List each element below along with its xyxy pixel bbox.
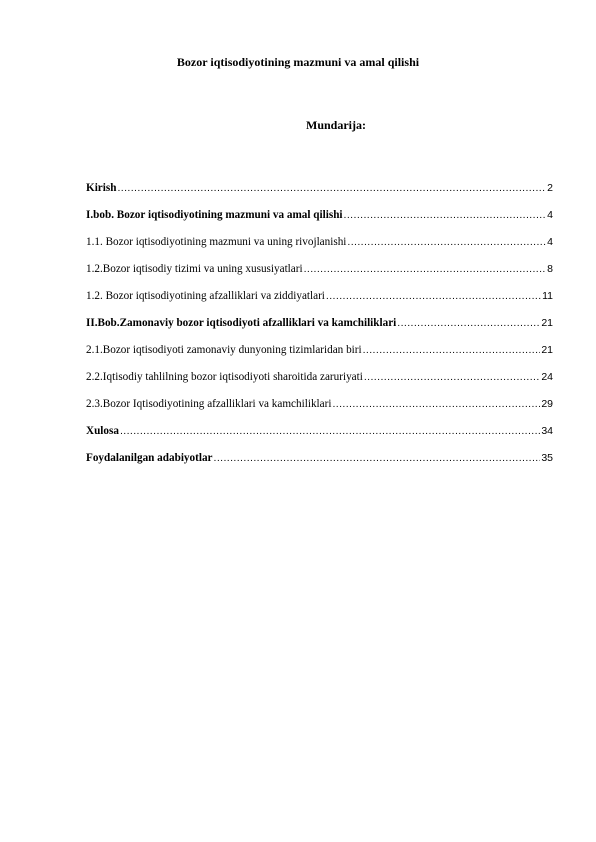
toc-entry-page: 21: [541, 317, 553, 329]
toc-dot-leader: [397, 316, 540, 330]
toc-entry[interactable]: [86, 397, 553, 424]
toc-entry[interactable]: [86, 289, 553, 316]
toc-entry-page: 2: [547, 182, 553, 194]
toc-entry-page: 35: [541, 452, 553, 464]
toc-entry-page: 4: [547, 236, 553, 248]
toc-entry-label: 2.2.Iqtisodiy tahlilning bozor iqtisodiyoti sharoitida zaruriyati: [86, 371, 363, 383]
toc-entry[interactable]: [86, 343, 553, 370]
toc-entry-label: Foydalanilgan adabiyotlar: [86, 452, 213, 464]
toc-dot-leader: [332, 397, 540, 411]
toc-entry-page: 24: [541, 371, 553, 383]
toc-entry-label: Kirish: [86, 182, 117, 194]
toc-entry[interactable]: [86, 370, 553, 397]
toc-dot-leader: [364, 370, 540, 384]
toc-entry-page: 21: [541, 344, 553, 356]
toc-dot-leader: [344, 208, 547, 222]
toc-entry-label: 1.2.Bozor iqtisodiy tizimi va uning xususiyatlari: [86, 263, 303, 275]
toc-entry-label: 1.2. Bozor iqtisodiyotining afzalliklari va ziddiyatlari: [86, 290, 325, 302]
toc-entry-page: 11: [542, 290, 553, 302]
toc-entry[interactable]: [86, 316, 553, 343]
document-title: Bozor iqtisodiyotining mazmuni va amal qilishi: [176, 55, 420, 69]
toc-dot-leader: [120, 424, 540, 438]
toc-entry-label: 2.1.Bozor iqtisodiyoti zamonaviy dunyoning tizimlaridan biri: [86, 344, 362, 356]
toc-entry-page: 4: [547, 209, 553, 221]
toc-dot-leader: [304, 262, 547, 276]
toc-dot-leader: [214, 451, 541, 465]
toc-dot-leader: [326, 289, 541, 303]
toc-entry-page: 8: [547, 263, 553, 275]
table-of-contents: [86, 181, 553, 478]
toc-entry-label: 2.3.Bozor Iqtisodiyotining afzalliklari va kamchiliklari: [86, 398, 332, 410]
toc-entry[interactable]: [86, 424, 553, 451]
toc-entry[interactable]: [86, 262, 553, 289]
toc-entry[interactable]: [86, 208, 553, 235]
toc-dot-leader: [363, 343, 541, 357]
toc-entry[interactable]: [86, 451, 553, 478]
toc-entry[interactable]: [86, 235, 553, 262]
toc-entry-label: II.Bob.Zamonaviy bozor iqtisodiyoti afzalliklari va kamchiliklari: [86, 317, 397, 329]
toc-entry-page: 34: [541, 425, 553, 437]
toc-heading: Mundarija:: [306, 118, 366, 132]
toc-entry-label: Xulosa: [86, 425, 119, 437]
toc-entry-page: 29: [541, 398, 553, 410]
toc-dot-leader: [117, 181, 546, 195]
toc-dot-leader: [347, 235, 546, 249]
toc-entry-label: I.bob. Bozor iqtisodiyotining mazmuni va amal qilishi: [86, 209, 343, 221]
toc-entry[interactable]: [86, 181, 553, 208]
toc-entry-label: 1.1. Bozor iqtisodiyotining mazmuni va uning rivojlanishi: [86, 236, 347, 248]
